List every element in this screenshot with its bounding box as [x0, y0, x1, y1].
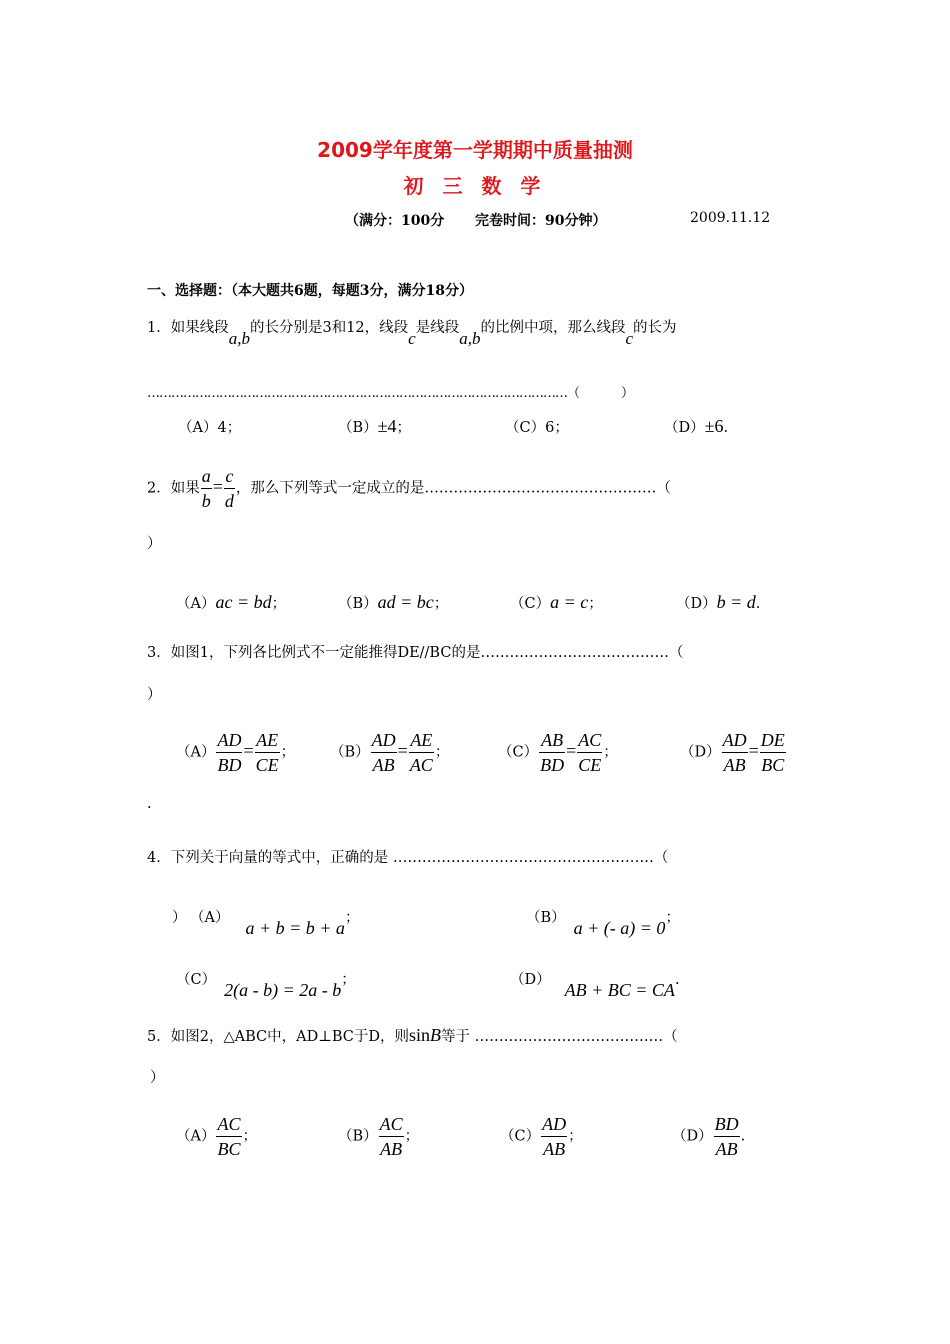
q2-option-d-end: . [755, 596, 761, 612]
q3-b-end: ； [434, 744, 450, 761]
q1-option-d-end: . [723, 420, 729, 436]
q3-b-num-1: AD [371, 730, 396, 750]
q3-d-num-1: AD [722, 730, 747, 750]
q4-paren: ） [172, 910, 187, 926]
q5-b-frac [379, 1112, 404, 1161]
q2-frac-c-den: d [224, 488, 235, 513]
q4-option-a-label: （A） [190, 910, 230, 926]
q2-frac-a-num: a [201, 466, 211, 486]
q2-text-1: 2．如果 [147, 480, 200, 497]
q5-b-end: ； [404, 1128, 420, 1145]
q5-text-1: 5．如图2，△ABC中，AD⊥BC于D，则 [147, 1029, 409, 1045]
q2-option-a-math: ac = bd [215, 592, 272, 612]
q3-option-c: （C） $\frac{AB}{BD}$ = $\frac{AC}{CE}$ ； [498, 730, 618, 775]
exam-subject: 初 三 数 学 [403, 174, 547, 198]
q2-option-c-math: a = c [550, 592, 589, 612]
q3-c-num-1: AB [541, 730, 564, 750]
q3-c-frac-1 [539, 728, 565, 777]
q5-a-num: AC [217, 1114, 241, 1134]
q2-option-d-label: （D） [676, 596, 717, 612]
q5-option-b-label: （B） [338, 1128, 378, 1145]
q1-text-5: 的长为 [633, 320, 677, 336]
q3-option-b: （B） $\frac{AD}{AB}$ = $\frac{AE}{AC}$ ； [330, 730, 450, 775]
q1-option-d-label: （D） [664, 420, 705, 436]
q3-paren: ） [147, 687, 162, 703]
q2-option-a-label: （A） [176, 596, 216, 612]
q1-option-b-end: ； [396, 420, 412, 436]
q3-option-c-label: （C） [498, 744, 539, 761]
q3-option-a-label: （A） [176, 744, 216, 761]
q2-text-2: ，那么下列等式一定成立的是…………………………………………（ [235, 480, 671, 497]
q2-frac-a-den: b [201, 488, 212, 513]
q4-option-d-end: . [674, 972, 680, 988]
q1-text-2: 的长分别是3和12，线段 [249, 320, 409, 336]
q1-dots: ……………………………………………………………………………………………（ [147, 386, 579, 401]
q3-option-d: （D） $\frac{AD}{AB}$ = $\frac{DE}{BC}$ [680, 730, 785, 775]
q5-d-frac [714, 1112, 740, 1161]
q2-frac-c-num: c [225, 466, 234, 486]
q3-b-num-2: AE [410, 730, 433, 750]
q3-c-den-1: BD [539, 752, 565, 777]
q3-a-num-1: AD [217, 730, 242, 750]
q1-math-ab: a,b [228, 329, 250, 348]
q2-option-c-label: （C） [510, 596, 551, 612]
q1-paren: ） [621, 386, 635, 401]
q5-c-end: ； [568, 1128, 583, 1145]
q5-a-den: BC [216, 1136, 241, 1161]
q2-option-d-math: b = d [716, 592, 756, 612]
q4-option-a-math: a + b = b + a [245, 918, 345, 938]
q2-equals: = [212, 476, 223, 497]
q3-d-frac-1 [722, 728, 748, 777]
question-1 [147, 316, 677, 348]
q3-option-d-label: （D） [680, 744, 721, 761]
q1-text-4: 的比例中项，那么线段 [480, 320, 626, 336]
q5-d-den: AB [714, 1136, 740, 1161]
q1-option-c-label: （C）6； [505, 420, 569, 436]
q3-a-frac-2 [255, 728, 280, 777]
q5-d-num: BD [714, 1114, 739, 1134]
q5-a-end: ； [242, 1128, 257, 1145]
q4-option-d-label: （D） [510, 972, 551, 988]
q4-option-c [176, 968, 356, 1000]
q1-option-c [505, 416, 569, 437]
q5-sin: sin [408, 1025, 430, 1045]
time-limit: 完卷时间：90分钟） [475, 213, 607, 229]
q5-option-c [500, 1112, 583, 1161]
q3-trailing-period: . [147, 796, 152, 812]
q3-a-end: ； [280, 744, 296, 761]
q4-option-b-math: a + (- a) = 0 [573, 918, 666, 938]
q5-paren: ） [150, 1070, 165, 1086]
q3-d-den-1: AB [722, 752, 748, 777]
exam-date: 2009.11.12 [690, 210, 771, 226]
q4-option-a-end: ； [344, 910, 360, 926]
q5-c-den: AB [541, 1136, 567, 1161]
q3-b-den-2: AC [409, 752, 434, 777]
q5-option-a-label: （A） [176, 1128, 216, 1145]
question-3: 3．如图1，下列各比例式不一定能推得DE//BC的是…………………………………（ [147, 645, 684, 661]
q2-fraction-a-b [201, 464, 212, 513]
q5-c-frac [541, 1112, 567, 1161]
q3-d-num-2: DE [760, 730, 785, 750]
q3-a-frac-1 [216, 728, 242, 777]
q4-option-d [510, 968, 680, 1000]
q2-option-a [176, 592, 286, 613]
q5-option-d [672, 1112, 745, 1161]
q3-option-a: （A） $\frac{AD}{BD}$ = $\frac{AE}{CE}$ ； [176, 730, 296, 775]
q3-a-den-1: BD [216, 752, 242, 777]
question-5 [147, 1025, 678, 1046]
q3-option-b-label: （B） [330, 744, 370, 761]
q3-b-frac-2 [409, 728, 434, 777]
q3-a-num-2: AE [256, 730, 279, 750]
q4-option-a [190, 906, 360, 938]
q3-c-end: ； [603, 744, 618, 761]
q4-option-c-end: ； [341, 972, 356, 988]
q2-option-b-label: （B） [338, 596, 378, 612]
q3-b-frac-1 [371, 728, 397, 777]
q3-c-den-2: CE [577, 752, 602, 777]
q1-option-a-label: （A）4； [178, 420, 242, 436]
q1-option-b-label: （B） [338, 420, 378, 436]
q1-option-a [178, 416, 241, 437]
q4-option-c-label: （C） [176, 972, 217, 988]
q1-option-d-math: ±6 [704, 416, 724, 436]
q5-option-d-label: （D） [672, 1128, 713, 1145]
q2-option-d [676, 592, 760, 613]
q1-text-1: 1．如果线段 [147, 320, 229, 336]
q1-text-3: 是线段 [415, 320, 460, 336]
q1-answer-line [147, 382, 634, 401]
exam-title: 2009学年度第一学期期中质量抽测 [317, 138, 633, 162]
question-2 [147, 464, 671, 513]
q3-d-den-2: BC [760, 752, 786, 777]
q2-fraction-c-d [224, 464, 235, 513]
q4-option-d-math: AB + BC = CA [564, 980, 675, 1000]
q2-option-a-end: ； [271, 596, 287, 612]
section-heading: 一、选择题：（本大题共6题，每题3分，满分18分） [147, 283, 473, 299]
q5-angle-b: B [430, 1025, 441, 1045]
q2-option-c-end: ； [588, 596, 603, 612]
q1-option-b-math: ±4 [377, 416, 397, 436]
q3-c-num-2: AC [578, 730, 602, 750]
q2-paren: ） [147, 536, 162, 552]
question-4: 4．下列关于向量的等式中，正确的是 ………………………………………………（ [147, 850, 669, 866]
q4-option-b-end: ； [665, 910, 680, 926]
full-score: （满分：100分 [345, 213, 445, 229]
q5-d-end: . [740, 1128, 746, 1145]
q2-option-b-end: ； [433, 596, 449, 612]
q1-option-b [338, 416, 411, 437]
q1-math-c: c [408, 329, 416, 348]
q5-b-num: AC [379, 1114, 403, 1134]
q4-option-b [526, 906, 680, 938]
q4-option-b-label: （B） [526, 910, 566, 926]
q2-option-b-math: ad = bc [377, 592, 434, 612]
q1-math-c-2: c [625, 329, 634, 348]
q2-option-b [338, 592, 448, 613]
q5-option-c-label: （C） [500, 1128, 541, 1145]
q3-b-den-1: AB [371, 752, 397, 777]
q5-b-den: AB [379, 1136, 404, 1161]
q3-d-frac-2 [760, 728, 786, 777]
q1-option-d [664, 416, 728, 437]
q5-c-num: AD [542, 1114, 567, 1134]
q5-option-a [176, 1112, 257, 1161]
q4-option-c-math: 2(a - b) = 2a - b [224, 980, 342, 1000]
q5-option-b [338, 1112, 419, 1161]
q5-text-2: 等于 …………………………………（ [441, 1029, 678, 1045]
q1-math-ab-2: a,b [459, 329, 481, 348]
q2-option-c [510, 592, 603, 613]
q3-a-den-2: CE [255, 752, 280, 777]
q3-c-frac-2 [577, 728, 602, 777]
q5-a-frac [216, 1112, 241, 1161]
